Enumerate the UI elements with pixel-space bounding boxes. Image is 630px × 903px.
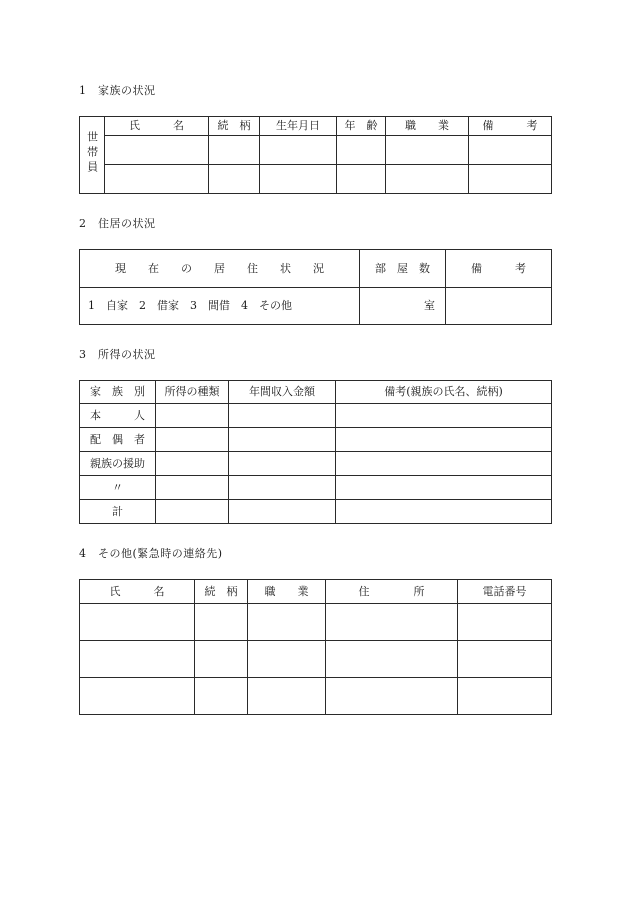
header-annual-income: 年間収入金額 [229, 381, 336, 404]
input-cell[interactable] [209, 165, 260, 194]
input-cell[interactable] [229, 452, 336, 476]
header-relation: 続 柄 [209, 117, 260, 136]
input-cell[interactable] [458, 604, 552, 641]
input-cell[interactable] [229, 404, 336, 428]
input-cell[interactable] [156, 404, 229, 428]
input-cell[interactable] [458, 678, 552, 715]
table-row [80, 136, 552, 165]
header-phone: 電話番号 [458, 580, 552, 604]
table-row [80, 678, 552, 715]
header-occupation: 職 業 [248, 580, 326, 604]
input-cell[interactable] [156, 428, 229, 452]
input-cell[interactable] [337, 136, 386, 165]
input-cell[interactable] [446, 288, 552, 325]
input-cell[interactable] [469, 136, 552, 165]
input-cell[interactable] [229, 428, 336, 452]
family-status-table [79, 116, 552, 194]
input-cell[interactable] [458, 641, 552, 678]
header-relation: 続 柄 [195, 580, 248, 604]
input-cell[interactable] [326, 678, 458, 715]
input-cell[interactable] [336, 452, 552, 476]
input-cell[interactable] [80, 641, 195, 678]
table-row [80, 288, 552, 325]
input-cell[interactable] [156, 476, 229, 500]
table-row [80, 404, 552, 428]
input-cell[interactable] [260, 136, 337, 165]
household-member-label: 世帯員 [80, 117, 105, 194]
input-cell[interactable] [80, 678, 195, 715]
section3-title: 3 所得の状況 [79, 348, 156, 361]
input-cell[interactable] [209, 136, 260, 165]
header-name: 氏 名 [80, 580, 195, 604]
row-label-spouse: 配 偶 者 [80, 428, 156, 452]
header-income-type: 所得の種類 [156, 381, 229, 404]
table-row [80, 604, 552, 641]
input-cell[interactable] [195, 678, 248, 715]
input-cell[interactable] [80, 604, 195, 641]
row-label-total: 計 [80, 500, 156, 524]
header-family-type: 家 族 別 [80, 381, 156, 404]
input-cell[interactable] [229, 476, 336, 500]
input-cell[interactable] [469, 165, 552, 194]
input-cell[interactable] [336, 404, 552, 428]
input-cell[interactable] [156, 452, 229, 476]
input-cell[interactable] [337, 165, 386, 194]
input-cell[interactable] [105, 165, 209, 194]
section2-title: 2 住居の状況 [79, 217, 156, 230]
input-cell[interactable] [336, 428, 552, 452]
header-birthdate: 生年月日 [260, 117, 337, 136]
input-cell[interactable] [336, 500, 552, 524]
header-residence: 現 在 の 居 住 状 況 [80, 250, 360, 288]
row-label-self: 本 人 [80, 404, 156, 428]
input-cell[interactable] [336, 476, 552, 500]
header-remarks: 備考(親族の氏名、続柄) [336, 381, 552, 404]
input-cell[interactable] [386, 165, 469, 194]
input-cell[interactable] [195, 604, 248, 641]
input-cell[interactable] [248, 641, 326, 678]
row-label-ditto: 〃 [80, 476, 156, 500]
input-cell[interactable] [248, 604, 326, 641]
table-row [80, 452, 552, 476]
section4-title: 4 その他(緊急時の連絡先) [79, 547, 223, 560]
table-row [80, 500, 552, 524]
header-address: 住 所 [326, 580, 458, 604]
room-count-cell[interactable]: 室 [360, 288, 446, 325]
table-row [80, 165, 552, 194]
input-cell[interactable] [156, 500, 229, 524]
table-row [80, 428, 552, 452]
input-cell[interactable] [260, 165, 337, 194]
input-cell[interactable] [195, 641, 248, 678]
header-remarks: 備 考 [446, 250, 552, 288]
header-age: 年 齢 [337, 117, 386, 136]
residence-options[interactable]: 1 自家 2 借家 3 間借 4 その他 [80, 288, 360, 325]
header-room-count: 部 屋 数 [360, 250, 446, 288]
header-remarks: 備 考 [469, 117, 552, 136]
table-row [80, 641, 552, 678]
input-cell[interactable] [105, 136, 209, 165]
input-cell[interactable] [386, 136, 469, 165]
input-cell[interactable] [248, 678, 326, 715]
row-label-relative-support: 親族の援助 [80, 452, 156, 476]
residence-status-table [79, 249, 552, 325]
table-row [80, 476, 552, 500]
income-status-table [79, 380, 552, 524]
emergency-contact-table [79, 579, 552, 715]
header-name: 氏 名 [105, 117, 209, 136]
input-cell[interactable] [326, 604, 458, 641]
section1-title: 1 家族の状況 [79, 84, 156, 97]
input-cell[interactable] [326, 641, 458, 678]
input-cell[interactable] [229, 500, 336, 524]
header-occupation: 職 業 [386, 117, 469, 136]
